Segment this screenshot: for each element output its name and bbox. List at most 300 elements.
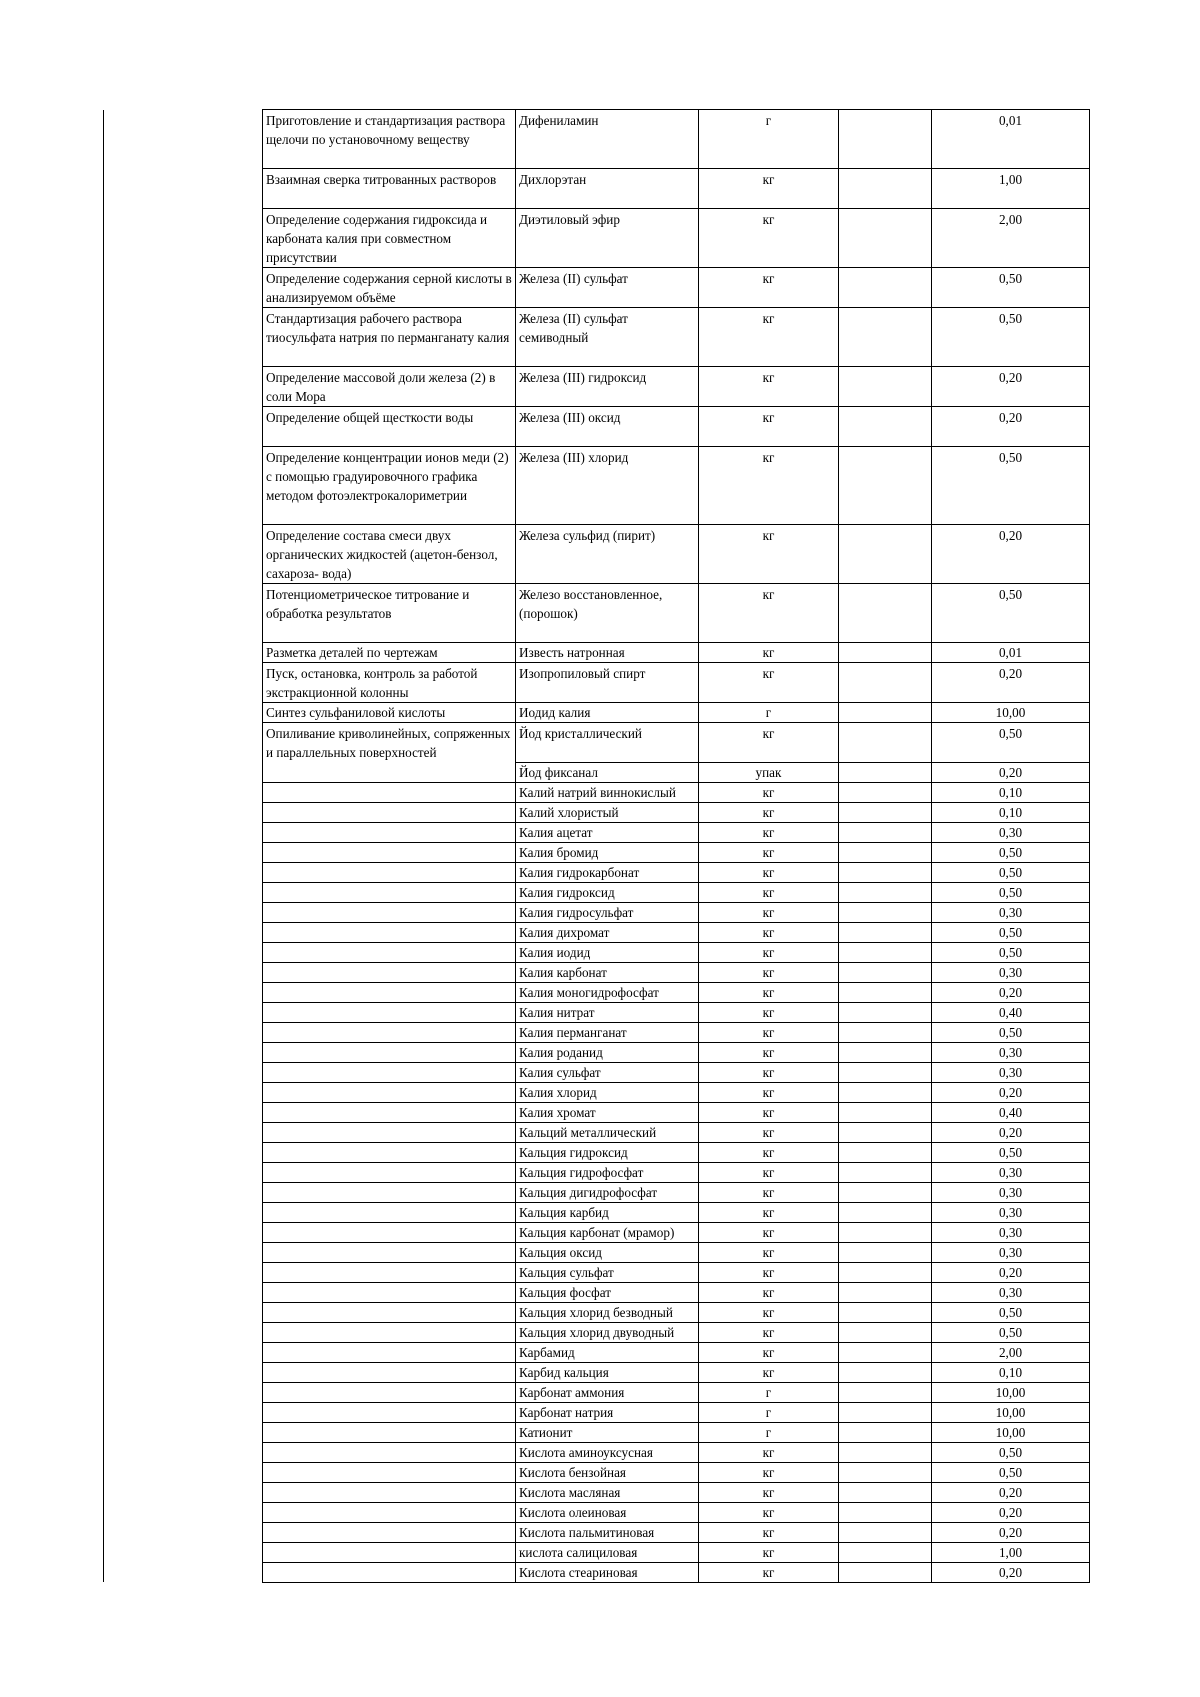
unit-cell: кг [699, 663, 839, 703]
unit-cell: кг [699, 1203, 839, 1223]
unit-cell: кг [699, 1283, 839, 1303]
material-cell: Кальций металлический [516, 1123, 699, 1143]
work-cell [263, 1343, 516, 1363]
work-cell [263, 883, 516, 903]
quantity-cell: 2,00 [932, 209, 1090, 268]
extra-cell [839, 1083, 932, 1103]
extra-cell [839, 1023, 932, 1043]
extra-cell [839, 169, 932, 209]
quantity-cell: 0,30 [932, 1283, 1090, 1303]
extra-cell [839, 1523, 932, 1543]
work-cell [263, 1263, 516, 1283]
quantity-cell: 0,10 [932, 803, 1090, 823]
quantity-cell: 0,01 [932, 110, 1090, 169]
materials-table-body [263, 110, 1090, 1583]
extra-cell [839, 863, 932, 883]
quantity-cell: 0,50 [932, 584, 1090, 643]
extra-cell [839, 823, 932, 843]
extra-cell [839, 643, 932, 663]
work-cell [263, 1183, 516, 1203]
table-row [263, 803, 1090, 823]
material-cell: Калия иодид [516, 943, 699, 963]
unit-cell: кг [699, 1263, 839, 1283]
material-cell: Калия сульфат [516, 1063, 699, 1083]
unit-cell: кг [699, 723, 839, 763]
table-row [263, 1443, 1090, 1463]
unit-cell: кг [699, 367, 839, 407]
extra-cell [839, 1243, 932, 1263]
unit-cell: г [699, 1403, 839, 1423]
material-cell: Железа (II) сульфат семиводный [516, 308, 699, 367]
unit-cell: кг [699, 1043, 839, 1063]
quantity-cell: 0,50 [932, 308, 1090, 367]
work-cell: Определение массовой доли железа (2) в соли Мора [263, 367, 516, 407]
extra-cell [839, 1363, 932, 1383]
material-cell: Кислота стеариновая [516, 1563, 699, 1583]
unit-cell: кг [699, 169, 839, 209]
table-row [263, 1143, 1090, 1163]
unit-cell: кг [699, 1063, 839, 1083]
extra-cell [839, 763, 932, 783]
unit-cell: кг [699, 1463, 839, 1483]
material-cell: Диэтиловый эфир [516, 209, 699, 268]
work-cell: Разметка деталей по чертежам [263, 643, 516, 663]
table-row [263, 1243, 1090, 1263]
table-row [263, 209, 1090, 268]
unit-cell: кг [699, 1023, 839, 1043]
work-cell [263, 1463, 516, 1483]
table-row [263, 584, 1090, 643]
work-cell [263, 1423, 516, 1443]
work-cell [263, 943, 516, 963]
material-cell: Кальция хлорид безводный [516, 1303, 699, 1323]
quantity-cell: 0,30 [932, 1183, 1090, 1203]
extra-cell [839, 983, 932, 1003]
quantity-cell: 0,20 [932, 763, 1090, 783]
table-row [263, 903, 1090, 923]
extra-cell [839, 308, 932, 367]
table-row [263, 308, 1090, 367]
material-cell: Изопропиловый спирт [516, 663, 699, 703]
quantity-cell: 10,00 [932, 703, 1090, 723]
table-row [263, 525, 1090, 584]
extra-cell [839, 407, 932, 447]
extra-cell [839, 1303, 932, 1323]
extra-cell [839, 1063, 932, 1083]
extra-cell [839, 883, 932, 903]
table-row [263, 1103, 1090, 1123]
unit-cell: г [699, 703, 839, 723]
table-row [263, 169, 1090, 209]
work-cell: Определение концентрации ионов меди (2) с помощью градуировочного графика методом фотоэлектрокалориметрии [263, 447, 516, 525]
material-cell: Калия гидросульфат [516, 903, 699, 923]
work-cell [263, 1203, 516, 1223]
work-cell [263, 1503, 516, 1523]
quantity-cell: 0,30 [932, 1243, 1090, 1263]
table-row [263, 367, 1090, 407]
unit-cell: кг [699, 803, 839, 823]
table-row [263, 1523, 1090, 1543]
table-row [263, 1463, 1090, 1483]
material-cell: Железо восстановленное, (порошок) [516, 584, 699, 643]
quantity-cell: 0,30 [932, 1203, 1090, 1223]
extra-cell [839, 723, 932, 763]
table-row [263, 1263, 1090, 1283]
extra-cell [839, 1123, 932, 1143]
unit-cell: кг [699, 903, 839, 923]
quantity-cell: 0,20 [932, 1263, 1090, 1283]
unit-cell: кг [699, 1363, 839, 1383]
unit-cell: кг [699, 1503, 839, 1523]
work-cell [263, 1363, 516, 1383]
material-cell: Калия карбонат [516, 963, 699, 983]
unit-cell: кг [699, 843, 839, 863]
material-cell: Кислота пальмитиновая [516, 1523, 699, 1543]
work-cell [263, 1103, 516, 1123]
quantity-cell: 0,30 [932, 1163, 1090, 1183]
extra-cell [839, 943, 932, 963]
work-cell: Пуск, остановка, контроль за работой экстракционной колонны [263, 663, 516, 703]
work-cell [263, 1243, 516, 1263]
extra-cell [839, 1043, 932, 1063]
unit-cell: кг [699, 783, 839, 803]
quantity-cell: 1,00 [932, 1543, 1090, 1563]
quantity-cell: 2,00 [932, 1343, 1090, 1363]
work-cell [263, 1523, 516, 1543]
material-cell: Железа (II) сульфат [516, 268, 699, 308]
table-row [263, 723, 1090, 763]
quantity-cell: 0,20 [932, 1083, 1090, 1103]
extra-cell [839, 663, 932, 703]
table-row [263, 1563, 1090, 1583]
material-cell: Кальция оксид [516, 1243, 699, 1263]
work-cell: Определение состава смеси двух органических жидкостей (ацетон-бензол, сахароза- вода) [263, 525, 516, 584]
quantity-cell: 0,20 [932, 367, 1090, 407]
unit-cell: кг [699, 923, 839, 943]
work-cell [263, 963, 516, 983]
extra-cell [839, 1343, 932, 1363]
quantity-cell: 0,50 [932, 883, 1090, 903]
table-row [263, 863, 1090, 883]
unit-cell: кг [699, 883, 839, 903]
unit-cell: кг [699, 447, 839, 525]
work-cell [263, 1003, 516, 1023]
extra-cell [839, 1423, 932, 1443]
quantity-cell: 0,30 [932, 1063, 1090, 1083]
material-cell: Известь натронная [516, 643, 699, 663]
material-cell: Калий хлористый [516, 803, 699, 823]
table-row [263, 407, 1090, 447]
extra-cell [839, 1483, 932, 1503]
quantity-cell: 0,20 [932, 407, 1090, 447]
quantity-cell: 1,00 [932, 169, 1090, 209]
unit-cell: кг [699, 1543, 839, 1563]
quantity-cell: 0,50 [932, 447, 1090, 525]
quantity-cell: 0,50 [932, 723, 1090, 763]
table-row [263, 1043, 1090, 1063]
material-cell: Йод кристаллический [516, 723, 699, 763]
material-cell: Калия роданид [516, 1043, 699, 1063]
material-cell: Калия хромат [516, 1103, 699, 1123]
unit-cell: г [699, 1423, 839, 1443]
quantity-cell: 0,50 [932, 1143, 1090, 1163]
unit-cell: кг [699, 1563, 839, 1583]
material-cell: кислота салициловая [516, 1543, 699, 1563]
table-row [263, 923, 1090, 943]
extra-cell [839, 923, 932, 943]
material-cell: Йод фиксанал [516, 763, 699, 783]
material-cell: Калия дихромат [516, 923, 699, 943]
extra-cell [839, 1103, 932, 1123]
quantity-cell: 0,50 [932, 1023, 1090, 1043]
quantity-cell: 0,50 [932, 863, 1090, 883]
extra-cell [839, 1163, 932, 1183]
material-cell: Железа сульфид (пирит) [516, 525, 699, 584]
extra-cell [839, 1543, 932, 1563]
work-cell [263, 1223, 516, 1243]
table-row [263, 1063, 1090, 1083]
quantity-cell: 0,20 [932, 525, 1090, 584]
unit-cell: кг [699, 525, 839, 584]
unit-cell: кг [699, 308, 839, 367]
unit-cell: кг [699, 1223, 839, 1243]
work-cell [263, 1063, 516, 1083]
work-cell [263, 863, 516, 883]
work-cell [263, 1443, 516, 1463]
quantity-cell: 0,20 [932, 1123, 1090, 1143]
work-cell [263, 1543, 516, 1563]
table-row [263, 1303, 1090, 1323]
unit-cell: кг [699, 1523, 839, 1543]
extra-cell [839, 783, 932, 803]
unit-cell: кг [699, 407, 839, 447]
table-row [263, 1403, 1090, 1423]
table-row [263, 1483, 1090, 1503]
extra-cell [839, 367, 932, 407]
unit-cell: кг [699, 1183, 839, 1203]
quantity-cell: 0,20 [932, 663, 1090, 703]
work-cell: Взаимная сверка титрованных растворов [263, 169, 516, 209]
material-cell: Иодид калия [516, 703, 699, 723]
extra-cell [839, 1403, 932, 1423]
work-cell [263, 1163, 516, 1183]
material-cell: Карбонат аммония [516, 1383, 699, 1403]
work-cell: Опиливание криволинейных, сопряженных и параллельных поверхностей [263, 723, 516, 783]
work-cell [263, 1483, 516, 1503]
extra-cell [839, 1223, 932, 1243]
quantity-cell: 0,40 [932, 1003, 1090, 1023]
quantity-cell: 0,50 [932, 1443, 1090, 1463]
quantity-cell: 0,10 [932, 783, 1090, 803]
work-cell [263, 1323, 516, 1343]
extra-cell [839, 110, 932, 169]
unit-cell: кг [699, 1303, 839, 1323]
work-cell [263, 1083, 516, 1103]
material-cell: Кальция хлорид двуводный [516, 1323, 699, 1343]
table-row [263, 1343, 1090, 1363]
work-cell [263, 1403, 516, 1423]
quantity-cell: 0,50 [932, 1303, 1090, 1323]
work-cell [263, 1023, 516, 1043]
work-cell [263, 1143, 516, 1163]
unit-cell: кг [699, 943, 839, 963]
table-row [263, 1543, 1090, 1563]
table-row [263, 1503, 1090, 1523]
table-row [263, 983, 1090, 1003]
margin-line [103, 110, 104, 1582]
quantity-cell: 0,20 [932, 1503, 1090, 1523]
extra-cell [839, 447, 932, 525]
quantity-cell: 0,10 [932, 1363, 1090, 1383]
work-cell: Определение содержания серной кислоты в анализируемом объёме [263, 268, 516, 308]
table-row [263, 447, 1090, 525]
quantity-cell: 0,30 [932, 1223, 1090, 1243]
unit-cell: кг [699, 268, 839, 308]
table-row [263, 1323, 1090, 1343]
quantity-cell: 0,20 [932, 1483, 1090, 1503]
material-cell: Железа (III) оксид [516, 407, 699, 447]
material-cell: Кислота аминоуксусная [516, 1443, 699, 1463]
extra-cell [839, 268, 932, 308]
material-cell: Калия хлорид [516, 1083, 699, 1103]
work-cell [263, 823, 516, 843]
table-row [263, 663, 1090, 703]
quantity-cell: 0,30 [932, 963, 1090, 983]
material-cell: Железа (III) гидроксид [516, 367, 699, 407]
work-cell: Определение содержания гидроксида и карбоната калия при совместном присутствии [263, 209, 516, 268]
extra-cell [839, 1143, 932, 1163]
unit-cell: г [699, 1383, 839, 1403]
quantity-cell: 0,20 [932, 1563, 1090, 1583]
unit-cell: кг [699, 1483, 839, 1503]
unit-cell: кг [699, 1243, 839, 1263]
unit-cell: кг [699, 584, 839, 643]
materials-table [262, 109, 1090, 1583]
table-row [263, 823, 1090, 843]
extra-cell [839, 703, 932, 723]
work-cell: Синтез сульфаниловой кислоты [263, 703, 516, 723]
table-row [263, 783, 1090, 803]
work-cell: Стандартизация рабочего раствора тиосульфата натрия по перманганату калия [263, 308, 516, 367]
material-cell: Кальция дигидрофосфат [516, 1183, 699, 1203]
table-row [263, 843, 1090, 863]
work-cell: Приготовление и стандартизация раствора щелочи по установочному веществу [263, 110, 516, 169]
quantity-cell: 0,50 [932, 943, 1090, 963]
table-row [263, 1003, 1090, 1023]
table-row [263, 883, 1090, 903]
material-cell: Калия гидрокарбонат [516, 863, 699, 883]
unit-cell: кг [699, 1343, 839, 1363]
table-row [263, 703, 1090, 723]
quantity-cell: 0,20 [932, 1523, 1090, 1543]
material-cell: Кальция гидрофосфат [516, 1163, 699, 1183]
quantity-cell: 10,00 [932, 1403, 1090, 1423]
material-cell: Кислота масляная [516, 1483, 699, 1503]
table-row [263, 1223, 1090, 1243]
extra-cell [839, 1263, 932, 1283]
unit-cell: кг [699, 1123, 839, 1143]
unit-cell: кг [699, 1143, 839, 1163]
material-cell: Дифениламин [516, 110, 699, 169]
unit-cell: кг [699, 863, 839, 883]
work-cell: Определение общей щесткости воды [263, 407, 516, 447]
material-cell: Калий натрий виннокислый [516, 783, 699, 803]
quantity-cell: 0,01 [932, 643, 1090, 663]
material-cell: Кислота олеиновая [516, 1503, 699, 1523]
unit-cell: кг [699, 983, 839, 1003]
table-row [263, 1203, 1090, 1223]
work-cell [263, 1383, 516, 1403]
table-row [263, 1363, 1090, 1383]
material-cell: Карбамид [516, 1343, 699, 1363]
quantity-cell: 0,50 [932, 1463, 1090, 1483]
quantity-cell: 0,30 [932, 1043, 1090, 1063]
quantity-cell: 0,50 [932, 268, 1090, 308]
extra-cell [839, 1563, 932, 1583]
work-cell [263, 1563, 516, 1583]
extra-cell [839, 209, 932, 268]
extra-cell [839, 1203, 932, 1223]
table-row [263, 643, 1090, 663]
unit-cell: г [699, 110, 839, 169]
work-cell [263, 1043, 516, 1063]
extra-cell [839, 963, 932, 983]
material-cell: Калия моногидрофосфат [516, 983, 699, 1003]
work-cell [263, 783, 516, 803]
material-cell: Кальция сульфат [516, 1263, 699, 1283]
material-cell: Катионит [516, 1423, 699, 1443]
material-cell: Калия гидроксид [516, 883, 699, 903]
unit-cell: кг [699, 1443, 839, 1463]
work-cell [263, 923, 516, 943]
extra-cell [839, 1283, 932, 1303]
table-row [263, 1283, 1090, 1303]
quantity-cell: 0,30 [932, 823, 1090, 843]
work-cell [263, 803, 516, 823]
extra-cell [839, 803, 932, 823]
quantity-cell: 10,00 [932, 1383, 1090, 1403]
work-cell [263, 903, 516, 923]
extra-cell [839, 1463, 932, 1483]
unit-cell: кг [699, 1083, 839, 1103]
extra-cell [839, 1003, 932, 1023]
quantity-cell: 0,20 [932, 983, 1090, 1003]
extra-cell [839, 1183, 932, 1203]
table-row [263, 1423, 1090, 1443]
work-cell [263, 1123, 516, 1143]
table-row [263, 1083, 1090, 1103]
work-cell [263, 983, 516, 1003]
material-cell: Карбонат натрия [516, 1403, 699, 1423]
table-row [263, 943, 1090, 963]
quantity-cell: 10,00 [932, 1423, 1090, 1443]
table-row [263, 1163, 1090, 1183]
work-cell: Потенциометрическое титрование и обработка результатов [263, 584, 516, 643]
material-cell: Калия ацетат [516, 823, 699, 843]
quantity-cell: 0,50 [932, 923, 1090, 943]
material-cell: Карбид кальция [516, 1363, 699, 1383]
extra-cell [839, 584, 932, 643]
table-row [263, 1183, 1090, 1203]
unit-cell: кг [699, 1163, 839, 1183]
unit-cell: кг [699, 963, 839, 983]
table-row [263, 268, 1090, 308]
unit-cell: кг [699, 823, 839, 843]
work-cell [263, 1303, 516, 1323]
material-cell: Калия перманганат [516, 1023, 699, 1043]
quantity-cell: 0,50 [932, 1323, 1090, 1343]
unit-cell: кг [699, 1003, 839, 1023]
